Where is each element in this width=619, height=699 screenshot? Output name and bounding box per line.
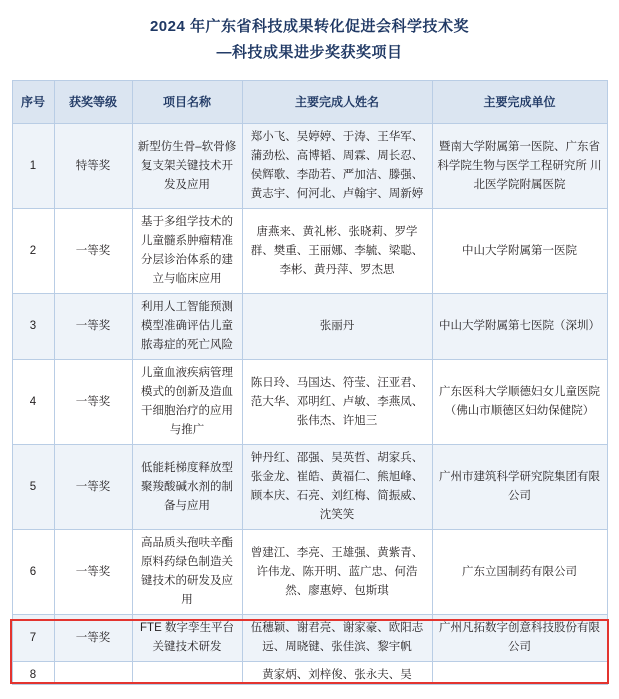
cell-people: 唐燕来、黄礼彬、张晓莉、罗学群、樊重、王丽娜、李毓、梁聪、李彬、黄丹萍、罗杰思 [242, 209, 432, 294]
cell-project [132, 662, 242, 685]
document-title [0, 0, 619, 76]
cell-org: 广东立国制药有限公司 [432, 530, 607, 615]
cell-level: 一等奖 [54, 615, 132, 662]
table-header-row [12, 81, 607, 124]
cell-level: 一等奖 [54, 530, 132, 615]
cell-people: 张丽丹 [242, 294, 432, 360]
table-row [12, 294, 607, 360]
cell-no: 4 [12, 360, 54, 445]
cell-org: 广东医科大学顺德妇女儿童医院（佛山市顺德区妇幼保健院） [432, 360, 607, 445]
cell-project: 高品质头孢呋辛酯原料药绿色制造关键技术的研发及应用 [132, 530, 242, 615]
cell-org [432, 662, 607, 685]
table-row-highlighted [12, 615, 607, 662]
cell-people: 黄家炳、刘梓俊、张永夫、吴 [242, 662, 432, 685]
cell-level: 特等奖 [54, 124, 132, 209]
cell-people: 伍穗颖、谢君亮、谢家豪、欧阳志远、周晓键、张佳滨、黎宇帆 [242, 615, 432, 662]
cell-level [54, 662, 132, 685]
cell-people: 陈日玲、马国达、符莹、汪亚君、范大华、邓明红、卢敏、李燕凤、张伟杰、许旭三 [242, 360, 432, 445]
cell-org: 广州凡拓数字创意科技股份有限公司 [432, 615, 607, 662]
cell-org: 暨南大学附属第一医院、广东省科学院生物与医学工程研究所 川北医学院附属医院 [432, 124, 607, 209]
table-row-partial [12, 662, 607, 685]
cell-no: 8 [12, 662, 54, 685]
header-people: 主要完成人姓名 [242, 81, 432, 124]
title-line-1: 2024 年广东省科技成果转化促进会科学技术奖 [149, 18, 470, 35]
header-level: 获奖等级 [54, 81, 132, 124]
cell-project: 低能耗梯度释放型聚羧酸碱水剂的制备与应用 [132, 445, 242, 530]
cell-people: 曾建江、李亮、王雄强、黄紫青、许伟龙、陈开明、蓝广忠、何浩然、廖惠婷、包斯琪 [242, 530, 432, 615]
cell-project: 利用人工智能预测模型准确评估儿童脓毒症的死亡风险 [132, 294, 242, 360]
cell-org: 中山大学附属第一医院 [432, 209, 607, 294]
award-table [12, 80, 608, 685]
header-project: 项目名称 [132, 81, 242, 124]
table-row [12, 530, 607, 615]
cell-no: 2 [12, 209, 54, 294]
cell-org: 广州市建筑科学研究院集团有限公司 [432, 445, 607, 530]
cell-project: 新型仿生骨–软骨修复支架关键技术开发及应用 [132, 124, 242, 209]
title-line-2: —科技成果进步奖获奖项目 [216, 44, 403, 61]
cell-org: 中山大学附属第七医院（深圳） [432, 294, 607, 360]
cell-level: 一等奖 [54, 445, 132, 530]
cell-no: 7 [12, 615, 54, 662]
cell-no: 3 [12, 294, 54, 360]
cell-project: FTE 数字孪生平台关键技术研发 [132, 615, 242, 662]
cell-project: 儿童血液疾病管理模式的创新及造血干细胞治疗的应用与推广 [132, 360, 242, 445]
cell-level: 一等奖 [54, 360, 132, 445]
cell-level: 一等奖 [54, 294, 132, 360]
header-no: 序号 [12, 81, 54, 124]
cell-project: 基于多组学技术的儿童髓系肿瘤精准分层诊治体系的建立与临床应用 [132, 209, 242, 294]
table-row [12, 124, 607, 209]
cell-people: 钟丹红、邵强、吴英哲、胡家兵、张金龙、崔皓、黄福仁、熊旭峰、顾本庆、石亮、刘红梅、简振威、沈笑笑 [242, 445, 432, 530]
cell-no: 6 [12, 530, 54, 615]
table-row [12, 445, 607, 530]
cell-no: 1 [12, 124, 54, 209]
header-org: 主要完成单位 [432, 81, 607, 124]
table-row [12, 209, 607, 294]
cell-no: 5 [12, 445, 54, 530]
cell-level: 一等奖 [54, 209, 132, 294]
cell-people: 郑小飞、吴婷婷、于涛、王华军、蒲劲松、高博韬、周霖、周长忍、侯辉歌、李劭若、严加洁、滕强、黄志宇、何河北、卢翰宇、周新婷 [242, 124, 432, 209]
table-row [12, 360, 607, 445]
